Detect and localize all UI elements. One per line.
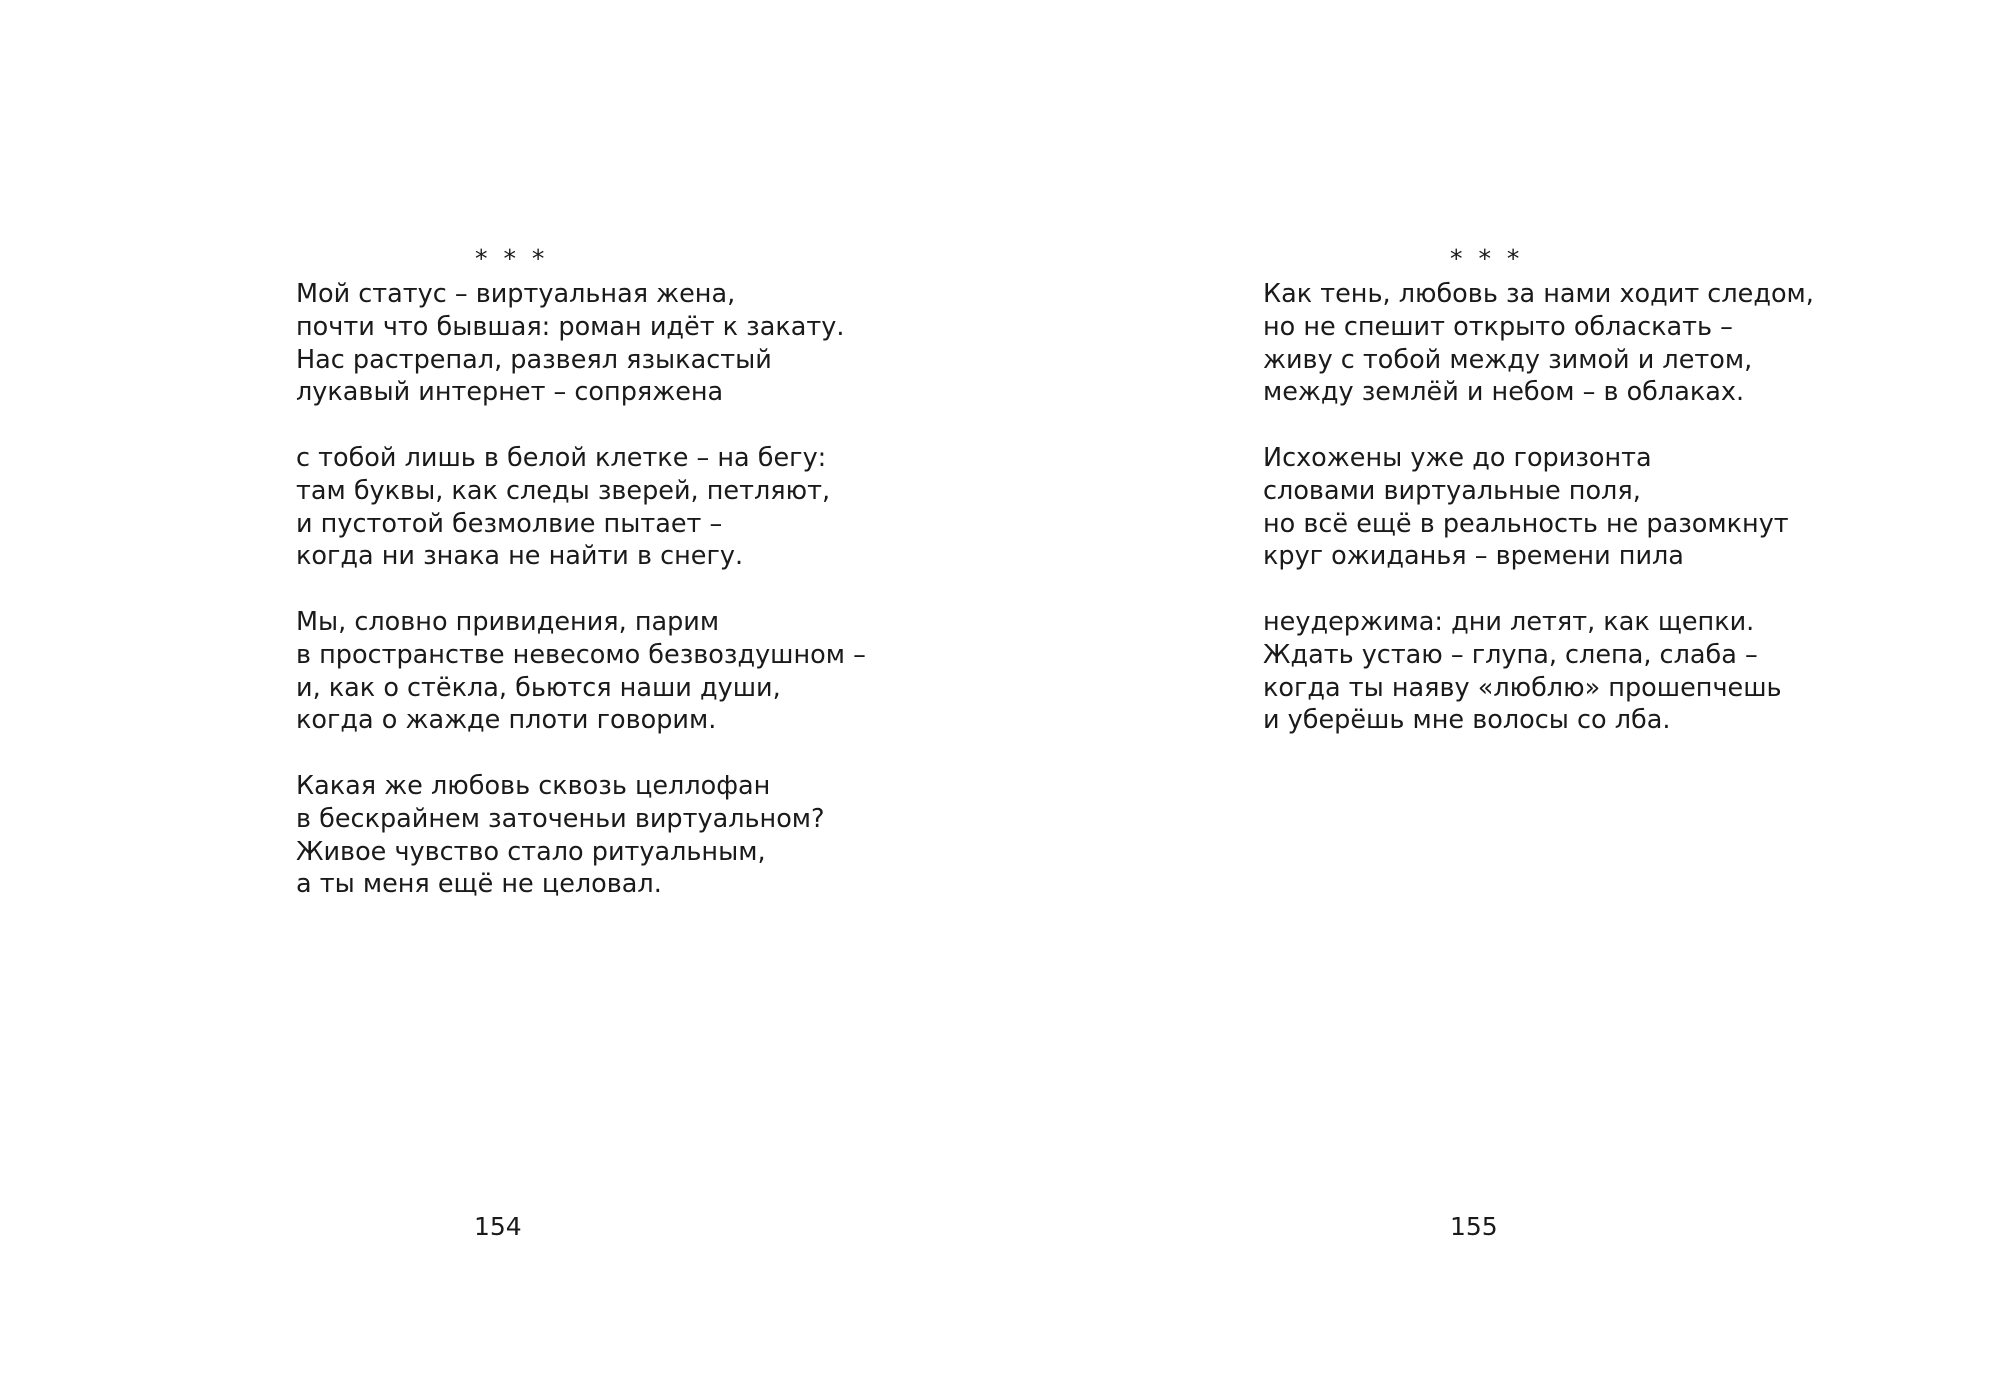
stanza — [296, 606, 866, 737]
poem — [1263, 278, 1814, 737]
poem-line: Исхожены уже до горизонта — [1263, 442, 1652, 473]
section-ornament: * * * — [1450, 244, 1524, 273]
poem-line: живу с тобой между зимой и летом, — [1263, 344, 1753, 375]
poem-line: Ждать устаю – глупа, слепа, слаба – — [1263, 639, 1758, 670]
stanza — [296, 770, 866, 901]
page-number: 155 — [1450, 1212, 1498, 1241]
poem-line: в пространстве невесомо безвоздушном – — [296, 639, 866, 670]
poem-line: но всё ещё в реальность не разомкнут — [1263, 508, 1789, 539]
poem-line: словами виртуальные поля, — [1263, 475, 1641, 506]
poem-line: Нас растрепал, развеял языкастый — [296, 344, 772, 375]
stanza — [296, 278, 866, 409]
stanza — [296, 442, 866, 573]
poem-line: Мой статус – виртуальная жена, — [296, 279, 736, 309]
poem-line: лукавый интернет – сопряжена — [296, 377, 724, 408]
poem-line: почти что бывшая: роман идёт к закату. — [296, 311, 845, 342]
poem-line: а ты меня ещё не целовал. — [296, 869, 662, 900]
poem-line: но не спешит открыто обласкать – — [1263, 311, 1733, 342]
left-page — [0, 0, 1004, 1386]
page-number: 154 — [474, 1212, 522, 1241]
poem-line: и уберёшь мне волосы со лба. — [1263, 705, 1671, 736]
poem-line: и, как о стёкла, бьются наши души, — [296, 672, 781, 703]
stanza — [1263, 606, 1814, 737]
poem-line: между землёй и небом – в облаках. — [1263, 377, 1745, 408]
poem-line: Как тень, любовь за нами ходит следом, — [1263, 279, 1814, 309]
poem-line: Мы, словно привидения, парим — [296, 606, 720, 637]
poem-line: в бескрайнем заточеньи виртуальном? — [296, 803, 825, 834]
poem — [296, 278, 866, 901]
poem-line: с тобой лишь в белой клетке – на бегу: — [296, 442, 827, 473]
poem-line: и пустотой безмолвие пытает – — [296, 508, 723, 539]
poem-line: Какая же любовь сквозь целлофан — [296, 770, 771, 801]
poem-line: там буквы, как следы зверей, петляют, — [296, 475, 831, 506]
poem-line: круг ожиданья – времени пила — [1263, 541, 1684, 572]
stanza — [1263, 442, 1814, 573]
poem-line: когда ты наяву «люблю» прошепчешь — [1263, 672, 1782, 703]
poem-line: когда о жажде плоти говорим. — [296, 705, 717, 736]
section-ornament: * * * — [475, 244, 549, 273]
right-page — [1004, 0, 2009, 1386]
poem-line: когда ни знака не найти в снегу. — [296, 541, 744, 572]
stanza — [1263, 278, 1814, 409]
poem-line: неудержима: дни летят, как щепки. — [1263, 606, 1755, 637]
poem-line: Живое чувство стало ритуальным, — [296, 836, 766, 867]
